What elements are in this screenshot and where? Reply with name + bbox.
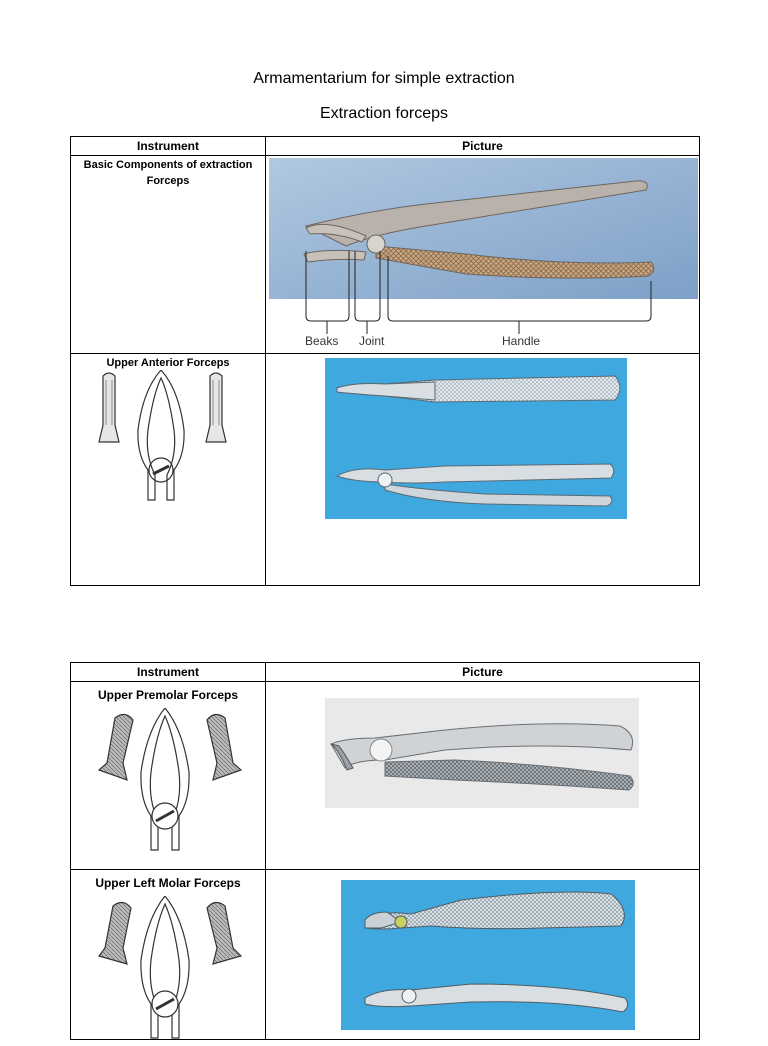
joint-label: Joint <box>359 334 385 348</box>
upper-anterior-forceps-drawing <box>93 370 243 505</box>
handle-label: Handle <box>502 334 541 348</box>
forceps-table-1 <box>70 136 700 586</box>
instrument-label: Upper Anterior Forceps <box>106 357 230 369</box>
upper-anterior-forceps-photo <box>325 358 627 519</box>
picture-cell <box>266 682 700 870</box>
instrument-label: Upper Premolar Forceps <box>97 688 239 702</box>
header-picture: Picture <box>266 663 700 682</box>
upper-premolar-forceps-photo <box>325 698 639 808</box>
header-instrument: Instrument <box>71 663 266 682</box>
upper-left-molar-forceps-photo <box>341 880 635 1030</box>
picture-cell <box>266 156 700 354</box>
instrument-cell <box>71 354 266 586</box>
instrument-label: Upper Left Molar Forceps <box>95 876 241 890</box>
beaks-label: Beaks <box>305 334 339 348</box>
forceps-table-2 <box>70 662 700 1040</box>
picture-cell <box>266 354 700 586</box>
instrument-cell <box>71 156 266 354</box>
header-instrument: Instrument <box>71 137 266 156</box>
page-subtitle: Extraction forceps <box>319 105 449 122</box>
instrument-label: Basic Components of extraction Forceps <box>83 159 253 187</box>
header-picture: Picture <box>266 137 700 156</box>
instrument-cell <box>71 682 266 870</box>
upper-premolar-forceps-drawing <box>95 708 245 858</box>
picture-cell <box>266 870 700 1040</box>
forceps-components-photo <box>266 156 698 353</box>
instrument-cell <box>71 870 266 1040</box>
page-title: Armamentarium for simple extraction <box>253 70 515 87</box>
